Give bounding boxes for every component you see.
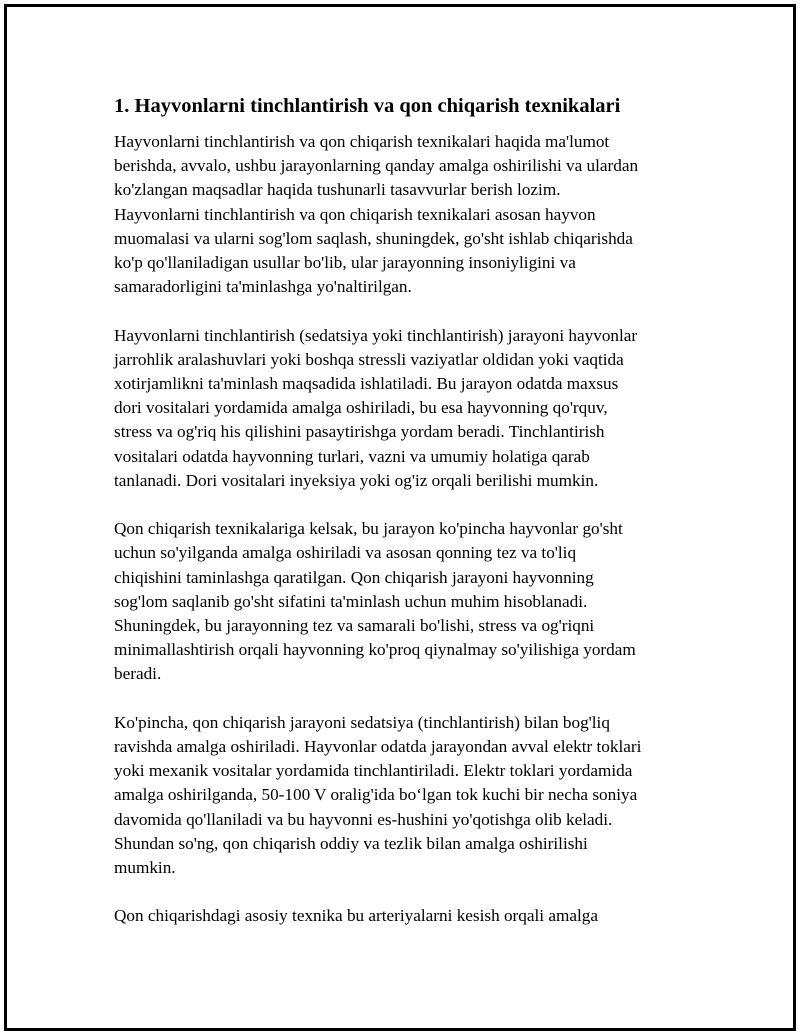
paragraph-line: ko'zlangan maqsadlar haqida tushunarli tasavvurlar berish lozim. [114,180,561,200]
paragraph-line: dori vositalari yordamida amalga oshiriladi, bu esa hayvonning qo'rquv, [114,398,608,418]
paragraph-line: muomalasi va ularni sog'lom saqlash, shuningdek, go'sht ishlab chiqarishda [114,228,633,248]
paragraph-line: Hayvonlarni tinchlantirish va qon chiqarish texnikalari haqida ma'lumot [114,132,610,151]
section-heading: 1. Hayvonlarni tinchlantirish va qon chiqarish texnikalari [114,95,621,117]
paragraph-line: minimallashtirish orqali hayvonning ko'proq qiynalmay so'yilishiga yordam [114,640,636,660]
paragraph-line: samaradorligini ta'minlashga yo'naltirilgan. [114,277,412,297]
paragraph-line: Qon chiqarishdagi asosiy texnika bu arteriyalarni kesish orqali amalga [114,906,598,926]
paragraph-line: Shundan so'ng, qon chiqarish oddiy va tezlik bilan amalga oshirilishi [114,833,588,853]
paragraph-5 [114,904,694,928]
paragraph-line: jarrohlik aralashuvlari yoki boshqa stressli vaziyatlar oldidan yoki vaqtida [114,349,624,369]
document-body [114,92,694,953]
paragraph-line: uchun so'yilganda amalga oshiriladi va asosan qonning tez va to'liq [114,543,577,563]
paragraph-line: davomida qo'llaniladi va bu hayvonni es-hushini yo'qotishga olib keladi. [114,809,613,829]
paragraph-line: Ko'pincha, qon chiqarish jarayoni sedatsiya (tinchlantirish) bilan bog'liq [114,712,610,732]
paragraph-line: Hayvonlarni tinchlantirish va qon chiqarish texnikalari asosan hayvon [114,204,596,224]
paragraph-line: Qon chiqarish texnikalariga kelsak, bu jarayon ko'pincha hayvonlar go'sht [114,519,623,539]
paragraph-line: Hayvonlarni tinchlantirish (sedatsiya yoki tinchlantirish) jarayoni hayvonlar [114,325,638,345]
paragraph-line: berishda, avvalo, ushbu jarayonlarning qanday amalga oshirilishi va ulardan [114,156,639,176]
paragraph-1 [114,130,694,299]
paragraph-line: yoki mexanik vositalar yordamida tinchlantiriladi. Elektr toklari yordamida [114,761,633,781]
paragraph-2 [114,324,694,493]
paragraph-3 [114,517,694,686]
paragraph-line: xotirjamlikni ta'minlash maqsadida ishlatiladi. Bu jarayon odatda maxsus [114,374,619,394]
paragraph-line: vositalari odatda hayvonning turlari, vazni va umumiy holatiga qarab [114,446,590,466]
paragraph-line: mumkin. [114,858,176,878]
paragraph-line: chiqishini taminlashga qaratilgan. Qon chiqarish jarayoni hayvonning [114,567,594,587]
paragraph-line: Shuningdek, bu jarayonning tez va samarali bo'lishi, stress va og'riqni [114,616,595,636]
paragraph-line: amalga oshirilganda, 50-100 V oralig'ida bo‘lgan tok kuchi bir necha soniya [114,785,638,805]
paragraph-4 [114,711,694,880]
paragraph-line: beradi. [114,664,162,684]
paragraph-line: sog'lom saqlanib go'sht sifatini ta'minlash uchun muhim hisoblanadi. [114,591,588,611]
paragraph-line: tanlanadi. Dori vositalari inyeksiya yoki og'iz orqali berilishi mumkin. [114,470,599,490]
paragraph-line: ko'p qo'llaniladigan usullar bo'lib, ular jarayonning insoniyligini va [114,253,576,273]
paragraph-line: ravishda amalga oshiriladi. Hayvonlar odatda jarayondan avval elektr toklari [114,737,642,757]
paragraph-line: stress va og'riq his qilishini pasaytirishga yordam beradi. Tinchlantirish [114,422,605,442]
